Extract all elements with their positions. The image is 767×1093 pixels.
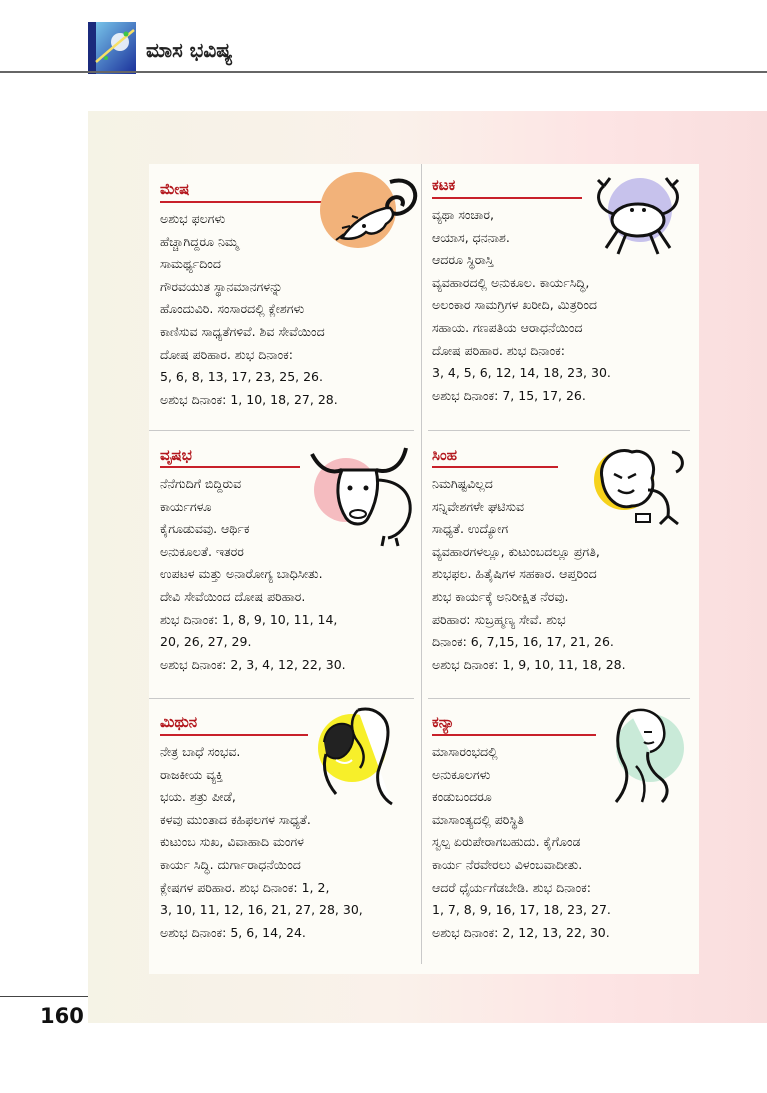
text-line: ಸಾಧ್ಯತೆ. ಉದ್ಯೋಗ xyxy=(432,521,509,537)
text-line: ಕುಟುಂಬ ಸುಖ, ವಿವಾಹಾದಿ ಮಂಗಳ xyxy=(160,834,304,850)
text-line: ಅಶುಭ ದಿನಾಂಕ: 2, 3, 4, 12, 22, 30. xyxy=(160,656,346,672)
text-line: ಕೈಗೂಡುವವು. ಆರ್ಥಿಕ xyxy=(160,521,250,537)
text-line: ಸಹಾಯ. ಗಣಪತಿಯ ಆರಾಧನೆಯಿಂದ xyxy=(432,319,583,335)
sign-title: ಕಟಕ xyxy=(432,176,456,194)
sign-description xyxy=(432,741,611,944)
text-line: ದಿನಾಂಕ: 6, 7,15, 16, 17, 21, 26. xyxy=(432,634,614,650)
text-line: ವ್ಯಥಾ ಸಂಚಾರ, xyxy=(432,207,494,222)
title-underline xyxy=(160,466,300,468)
row-divider xyxy=(428,698,690,699)
text-line: ಕಾರ್ಯಗಳೂ xyxy=(160,498,212,514)
text-line: ಕಾರ್ಯ ಸಿದ್ಧಿ. ದುರ್ಗಾರಾಧನೆಯಿಂದ xyxy=(160,856,301,872)
row-divider xyxy=(149,698,414,699)
row-divider xyxy=(428,430,690,431)
sign-title: ಕನ್ಯಾ xyxy=(432,713,455,731)
sign-title: ಮಿಥುನ xyxy=(160,713,198,731)
text-line: ಆದರೆ ಧೈರ್ಯಗೆಡಬೇಡಿ. ಶುಭ ದಿನಾಂಕ: xyxy=(432,879,591,895)
text-line: ಭಯ. ಶತ್ರು ಪೀಡೆ, xyxy=(160,789,236,805)
text-line: ವ್ಯವಹಾರದಲ್ಲಿ ಅನುಕೂಲ. ಕಾರ್ಯಸಿದ್ಧಿ, xyxy=(432,274,590,290)
text-line: 1, 7, 8, 9, 16, 17, 18, 23, 27. xyxy=(432,902,611,918)
text-line: 5, 6, 8, 13, 17, 23, 25, 26. xyxy=(160,369,323,385)
text-line: ದೋಷ ಪರಿಹಾರ. ಶುಭ ದಿನಾಂಕ: xyxy=(160,346,294,362)
page-number: 160 xyxy=(40,1004,84,1028)
header-divider xyxy=(0,71,767,73)
text-line: ಆದರೂ ಸ್ಥಿರಾಸ್ತಿ xyxy=(432,252,494,268)
text-line: ದೇವಿ ಸೇವೆಯಿಂದ ದೋಷ ಪರಿಹಾರ. xyxy=(160,588,306,604)
text-line: ಅಶುಭ ಫಲಗಳು xyxy=(160,211,226,226)
text-line: ಶುಭ ದಿನಾಂಕ: 1, 8, 9, 10, 11, 14, xyxy=(160,611,338,627)
text-line: ಶುಭಫಲ. ಹಿತೈಷಿಗಳ ಸಹಕಾರ. ಆಪ್ತರಿಂದ xyxy=(432,566,597,582)
text-line: 20, 26, 27, 29. xyxy=(160,634,252,650)
page-header-title: ಮಾಸ ಭವಿಷ್ಯ xyxy=(146,38,233,62)
text-line: ಅಶುಭ ದಿನಾಂಕ: 2, 12, 13, 22, 30. xyxy=(432,924,610,940)
sign-description xyxy=(160,473,346,676)
text-line: ಸನ್ನಿವೇಶಗಳೇ ಘಟಿಸುವ xyxy=(432,498,525,514)
text-line: ಆಯಾಸ, ಧನನಾಶ. xyxy=(432,229,510,245)
text-line: ಪರಿಹಾರ: ಸುಬ್ರಹ್ಮಣ್ಯ ಸೇವೆ. ಶುಭ xyxy=(432,611,566,627)
sign-description xyxy=(432,204,611,407)
sign-description xyxy=(160,741,363,944)
text-line: ಅಶುಭ ದಿನಾಂಕ: 1, 10, 18, 27, 28. xyxy=(160,391,338,407)
title-underline xyxy=(432,466,558,468)
text-line: ರಾಜಕೀಯ ವ್ಯಕ್ತಿ xyxy=(160,766,223,782)
text-line: ಕಂಡುಬಂದರೂ xyxy=(432,789,492,805)
title-underline xyxy=(160,201,328,203)
text-line: ಅಶುಭ ದಿನಾಂಕ: 1, 9, 10, 11, 18, 28. xyxy=(432,656,626,672)
sign-title: ವೃಷಭ xyxy=(160,446,192,464)
text-line: ಶುಭ ಕಾರ್ಯಕ್ಕೆ ಅನಿರೀಕ್ಷಿತ ನೆರವು. xyxy=(432,588,569,604)
text-line: 3, 10, 11, 12, 16, 21, 27, 28, 30, xyxy=(160,902,363,918)
magazine-logo-icon xyxy=(88,22,136,74)
title-underline xyxy=(160,734,308,736)
text-line: ಸಾಮರ್ಥ್ಯದಿಂದ xyxy=(160,256,221,272)
text-line: ಅಶುಭ ದಿನಾಂಕ: 5, 6, 14, 24. xyxy=(160,924,306,940)
text-line: ಕ್ಲೇಷಗಳ ಪರಿಹಾರ. ಶುಭ ದಿನಾಂಕ: 1, 2, xyxy=(160,879,330,895)
text-line: ಅನುಕೂಲತೆ. ಇತರರ xyxy=(160,543,244,559)
column-divider xyxy=(421,164,422,964)
footer-rule xyxy=(0,996,88,997)
title-underline xyxy=(432,197,582,199)
text-line: ನಿಮಗಿಷ್ಟವಿಲ್ಲದ xyxy=(432,476,493,491)
text-line: ಗೌರವಯುತ ಸ್ಥಾನಮಾನಗಳನ್ನು xyxy=(160,278,283,294)
text-line: ಮಾಸಾರಂಭದಲ್ಲಿ xyxy=(432,744,498,759)
text-line: 3, 4, 5, 6, 12, 14, 18, 23, 30. xyxy=(432,365,611,381)
text-line: ಕಳವು ಮುಂತಾದ ಕಹಿಫಲಗಳ ಸಾಧ್ಯತೆ. xyxy=(160,811,311,827)
text-line: ಮಾಸಾಂತ್ಯದಲ್ಲಿ ಪರಿಸ್ಥಿತಿ xyxy=(432,811,524,827)
row-divider xyxy=(149,430,414,431)
text-line: ನೆನೆಗುದಿಗೆ ಬಿದ್ದಿರುವ xyxy=(160,476,242,491)
sign-title: ಸಿಂಹ xyxy=(432,446,458,464)
text-line: ಅಶುಭ ದಿನಾಂಕ: 7, 15, 17, 26. xyxy=(432,387,586,403)
text-line: ಅನುಕೂಲಗಳು xyxy=(432,766,491,782)
sign-title: ಮೇಷ xyxy=(160,180,190,198)
title-underline xyxy=(432,734,596,736)
text-line: ಸ್ವಲ್ಪ ಏರುಪೇರಾಗಬಹುದು. ಕೈಗೊಂಡ xyxy=(432,834,581,850)
sign-description xyxy=(432,473,626,676)
text-line: ಹೊಂದುವಿರಿ. ಸಂಸಾರದಲ್ಲಿ ಕ್ಲೇಶಗಳು xyxy=(160,301,305,317)
text-line: ವ್ಯವಹಾರಗಳಲ್ಲೂ, ಕುಟುಂಬದಲ್ಲೂ ಪ್ರಗತಿ, xyxy=(432,543,600,559)
sign-description xyxy=(160,208,338,411)
text-line: ಅಲಂಕಾರ ಸಾಮಗ್ರಿಗಳ ಖರೀದಿ, ಮಿತ್ರರಿಂದ xyxy=(432,297,597,313)
text-line: ಹೆಚ್ಚಾಗಿದ್ದರೂ ನಿಮ್ಮ xyxy=(160,233,239,249)
text-line: ನೇತ್ರ ಬಾಧೆ ಸಂಭವ. xyxy=(160,744,241,759)
text-line: ಉಪಟಳ ಮತ್ತು ಅನಾರೋಗ್ಯ ಬಾಧಿಸೀತು. xyxy=(160,566,323,582)
text-line: ದೋಷ ಪರಿಹಾರ. ಶುಭ ದಿನಾಂಕ: xyxy=(432,342,566,358)
text-line: ಕಾರ್ಯ ನೆರವೇರಲು ವಿಳಂಬವಾದೀತು. xyxy=(432,856,583,872)
text-line: ಕಾಣಿಸುವ ಸಾಧ್ಯತೆಗಳಿವೆ. ಶಿವ ಸೇವೆಯಿಂದ xyxy=(160,323,325,339)
